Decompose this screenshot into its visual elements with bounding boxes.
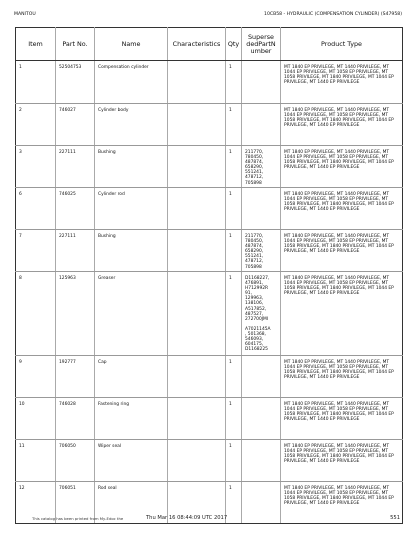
name-cell: Bushing <box>95 230 168 272</box>
superseded-cell <box>242 440 281 482</box>
qty-cell: 1 <box>226 104 242 146</box>
product-type-cell: MT 1840 EP PRIVILEGE, MT 1440 PRIVILEGE, MT 1044 EP PRIVILEGE, MT 1058 EP PRIVILEGE, MT 1058 PRIVILEGE, MT 1840 PRIVILEGE, MT 1044 EP PRIVILEGE, MT 1440 EP PRIVILEGE <box>281 356 403 398</box>
superseded-cell: D1168227, 476891, H712992R 91, 129963, 138106, A517852, 487527, 272700JMI A7021145A , 501368, 546093, 604175, D1168225 <box>242 272 281 356</box>
part-no-cell: 746028 <box>56 398 95 440</box>
part-no-cell: 227111 <box>56 230 95 272</box>
product-type-cell: MT 1840 EP PRIVILEGE, MT 1440 PRIVILEGE, MT 1044 EP PRIVILEGE, MT 1058 EP PRIVILEGE, MT 1058 PRIVILEGE, MT 1840 PRIVILEGE, MT 1044 EP PRIVILEGE, MT 1440 EP PRIVILEGE <box>281 482 403 524</box>
table-row <box>16 398 403 440</box>
item-cell: 2 <box>16 104 56 146</box>
table-header-row <box>16 28 403 61</box>
qty-cell: 1 <box>226 188 242 230</box>
table-row <box>16 188 403 230</box>
qty-cell: 1 <box>226 482 242 524</box>
superseded-cell <box>242 398 281 440</box>
name-cell: Bushing <box>95 146 168 188</box>
part-no-cell: 706050 <box>56 440 95 482</box>
characteristics-cell <box>168 398 226 440</box>
item-cell: 8 <box>16 272 56 356</box>
document-title: 10CB58 - HYDRAULIC (COMPENSATION CYLINDER) (S47958) <box>264 12 402 17</box>
product-type-cell: MT 1840 EP PRIVILEGE, MT 1440 PRIVILEGE, MT 1044 EP PRIVILEGE, MT 1058 EP PRIVILEGE, MT 1058 PRIVILEGE, MT 1840 PRIVILEGE, MT 1044 EP PRIVILEGE, MT 1440 EP PRIVILEGE <box>281 230 403 272</box>
column-header-item: Item <box>16 28 56 61</box>
superseded-cell: 211770, 780450, 487874, 658290, 551241, 478712, 705898 <box>242 146 281 188</box>
column-header-qty: Qty <box>226 28 242 61</box>
part-no-cell: 746025 <box>56 188 95 230</box>
column-header-product-type: Product Type <box>281 28 403 61</box>
item-cell: 3 <box>16 146 56 188</box>
page-number: 551 <box>390 515 400 521</box>
name-cell: Cap <box>95 356 168 398</box>
item-cell: 12 <box>16 482 56 524</box>
name-cell: Rod seal <box>95 482 168 524</box>
name-cell: Wiper seal <box>95 440 168 482</box>
table-row <box>16 61 403 104</box>
product-type-cell: MT 1840 EP PRIVILEGE, MT 1440 PRIVILEGE, MT 1044 EP PRIVILEGE, MT 1058 EP PRIVILEGE, MT 1058 PRIVILEGE, MT 1840 PRIVILEGE, MT 1044 EP PRIVILEGE, MT 1440 EP PRIVILEGE <box>281 272 403 356</box>
product-type-cell: MT 1840 EP PRIVILEGE, MT 1440 PRIVILEGE, MT 1044 EP PRIVILEGE, MT 1058 EP PRIVILEGE, MT 1058 PRIVILEGE, MT 1840 PRIVILEGE, MT 1044 EP PRIVILEGE, MT 1440 EP PRIVILEGE <box>281 188 403 230</box>
characteristics-cell <box>168 188 226 230</box>
page-header <box>14 12 402 22</box>
item-cell: 7 <box>16 230 56 272</box>
table-row <box>16 146 403 188</box>
item-cell: 10 <box>16 398 56 440</box>
part-no-cell: 746027 <box>56 104 95 146</box>
item-cell: 11 <box>16 440 56 482</box>
characteristics-cell <box>168 356 226 398</box>
item-cell: 1 <box>16 61 56 104</box>
characteristics-cell <box>168 104 226 146</box>
characteristics-cell <box>168 61 226 104</box>
product-type-cell: MT 1840 EP PRIVILEGE, MT 1440 PRIVILEGE, MT 1044 EP PRIVILEGE, MT 1058 EP PRIVILEGE, MT 1058 PRIVILEGE, MT 1840 PRIVILEGE, MT 1044 EP PRIVILEGE, MT 1440 EP PRIVILEGE <box>281 440 403 482</box>
table-row <box>16 230 403 272</box>
superseded-cell <box>242 104 281 146</box>
part-no-cell: 52504753 <box>56 61 95 104</box>
name-cell: Greaser <box>95 272 168 356</box>
parts-table <box>15 27 403 524</box>
characteristics-cell <box>168 230 226 272</box>
table-row <box>16 104 403 146</box>
column-header-characteristics: Characteristics <box>168 28 226 61</box>
qty-cell: 1 <box>226 272 242 356</box>
column-header-part-no: Part No. <box>56 28 95 61</box>
name-cell: Fastening ring <box>95 398 168 440</box>
qty-cell: 1 <box>226 398 242 440</box>
product-type-cell: MT 1840 EP PRIVILEGE, MT 1440 PRIVILEGE, MT 1044 EP PRIVILEGE, MT 1058 EP PRIVILEGE, MT 1058 PRIVILEGE, MT 1840 PRIVILEGE, MT 1044 EP PRIVILEGE, MT 1440 EP PRIVILEGE <box>281 104 403 146</box>
qty-cell: 1 <box>226 356 242 398</box>
print-note: This catalog has been printed from My-Edoc the <box>32 516 124 521</box>
table-row <box>16 440 403 482</box>
superseded-cell: 211770, 780450, 487874, 658290, 551241, 478712, 705898 <box>242 230 281 272</box>
part-no-cell: 125963 <box>56 272 95 356</box>
table-row <box>16 356 403 398</box>
part-no-cell: 227111 <box>56 146 95 188</box>
product-type-cell: MT 1840 EP PRIVILEGE, MT 1440 PRIVILEGE, MT 1044 EP PRIVILEGE, MT 1058 EP PRIVILEGE, MT 1058 PRIVILEGE, MT 1840 PRIVILEGE, MT 1044 EP PRIVILEGE, MT 1440 EP PRIVILEGE <box>281 146 403 188</box>
part-no-cell: 706051 <box>56 482 95 524</box>
name-cell: Cylinder rod <box>95 188 168 230</box>
characteristics-cell <box>168 146 226 188</box>
characteristics-cell <box>168 272 226 356</box>
table-row <box>16 272 403 356</box>
page-footer <box>0 515 416 525</box>
superseded-cell <box>242 356 281 398</box>
qty-cell: 1 <box>226 146 242 188</box>
print-timestamp: Thu Mar 16 08:44:09 UTC 2017 <box>146 515 228 521</box>
superseded-cell <box>242 61 281 104</box>
part-no-cell: 192777 <box>56 356 95 398</box>
name-cell: Compensation cylinder <box>95 61 168 104</box>
qty-cell: 1 <box>226 230 242 272</box>
item-cell: 6 <box>16 188 56 230</box>
superseded-cell <box>242 188 281 230</box>
name-cell: Cylinder body <box>95 104 168 146</box>
qty-cell: 1 <box>226 440 242 482</box>
brand-label: MANITOU <box>14 12 36 17</box>
item-cell: 9 <box>16 356 56 398</box>
product-type-cell: MT 1840 EP PRIVILEGE, MT 1440 PRIVILEGE, MT 1044 EP PRIVILEGE, MT 1058 EP PRIVILEGE, MT 1058 PRIVILEGE, MT 1840 PRIVILEGE, MT 1044 EP PRIVILEGE, MT 1440 EP PRIVILEGE <box>281 398 403 440</box>
column-header-superseded: Superse dedPartN umber <box>242 28 281 61</box>
characteristics-cell <box>168 440 226 482</box>
product-type-cell: MT 1840 EP PRIVILEGE, MT 1440 PRIVILEGE, MT 1044 EP PRIVILEGE, MT 1058 EP PRIVILEGE, MT 1058 PRIVILEGE, MT 1840 PRIVILEGE, MT 1044 EP PRIVILEGE, MT 1440 EP PRIVILEGE <box>281 61 403 104</box>
column-header-name: Name <box>95 28 168 61</box>
qty-cell: 1 <box>226 61 242 104</box>
